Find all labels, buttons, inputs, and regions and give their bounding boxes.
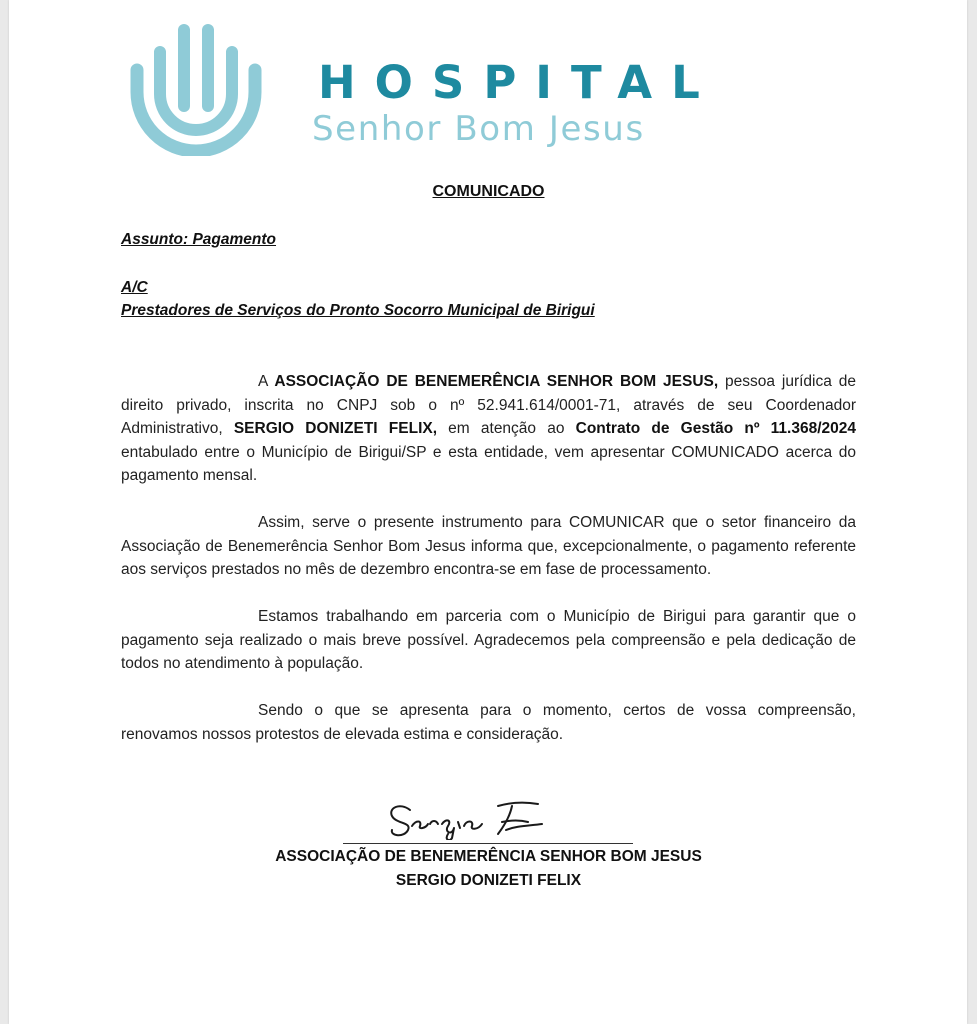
paragraph-partnership: Estamos trabalhando em parceria com o Município de Birigui para garantir que o pagamento seja realizado o mais breve possível. Agradecemos pela compreensão e pela dedicação de todos no atendimento à população. bbox=[121, 608, 856, 672]
paragraph-text: pessoa jurídica de direito privado, inscrita no CNPJ sob o nº 52.941.614/0001-71, através de seu Coordenador Administrativo, bbox=[121, 373, 856, 437]
open-hand-icon bbox=[121, 20, 271, 156]
paragraph-text: A bbox=[258, 373, 275, 390]
attention-recipient: Prestadores de Serviços do Pronto Socorro Municipal de Birigui bbox=[121, 302, 595, 319]
contract-reference: Contrato de Gestão nº 11.368/2024 bbox=[575, 420, 856, 437]
signature-person: SERGIO DONIZETI FELIX bbox=[395, 872, 582, 889]
paragraph-closing: Sendo o que se apresenta para o momento, certos de vossa compreensão, renovamos nossos protestos de elevada estima e consideração. bbox=[121, 702, 856, 743]
subject-line: Assunto: Pagamento bbox=[121, 231, 277, 248]
hospital-subtitle: Senhor Bom Jesus bbox=[312, 109, 645, 149]
letter-body bbox=[121, 370, 856, 770]
hospital-title: HOSPITAL bbox=[318, 56, 719, 109]
attention-label: A/C bbox=[121, 279, 148, 296]
signature-line bbox=[343, 843, 633, 844]
coordinator-name: SERGIO DONIZETI FELIX, bbox=[233, 420, 438, 437]
handwritten-signature bbox=[386, 796, 556, 840]
document-title: COMUNICADO bbox=[432, 183, 545, 200]
signature-organization: ASSOCIAÇÃO DE BENEMERÊNCIA SENHOR BOM JESUS bbox=[275, 848, 702, 865]
organization-name: ASSOCIAÇÃO DE BENEMERÊNCIA SENHOR BOM JESUS, bbox=[274, 373, 719, 390]
paragraph-text: entabulado entre o Município de Birigui/SP e esta entidade, vem apresentar COMUNICADO acerca do pagamento mensal. bbox=[121, 443, 856, 484]
paragraph-text: em atenção ao bbox=[437, 420, 576, 437]
paragraph-communication: Assim, serve o presente instrumento para COMUNICAR que o setor financeiro da Associação de Benemerência Senhor Bom Jesus informa que, excepcionalmente, o pagamento referente aos serviços prestados no mês de dezembro encontra-se em fase de processamento. bbox=[121, 514, 856, 578]
paragraph-intro bbox=[121, 370, 856, 488]
